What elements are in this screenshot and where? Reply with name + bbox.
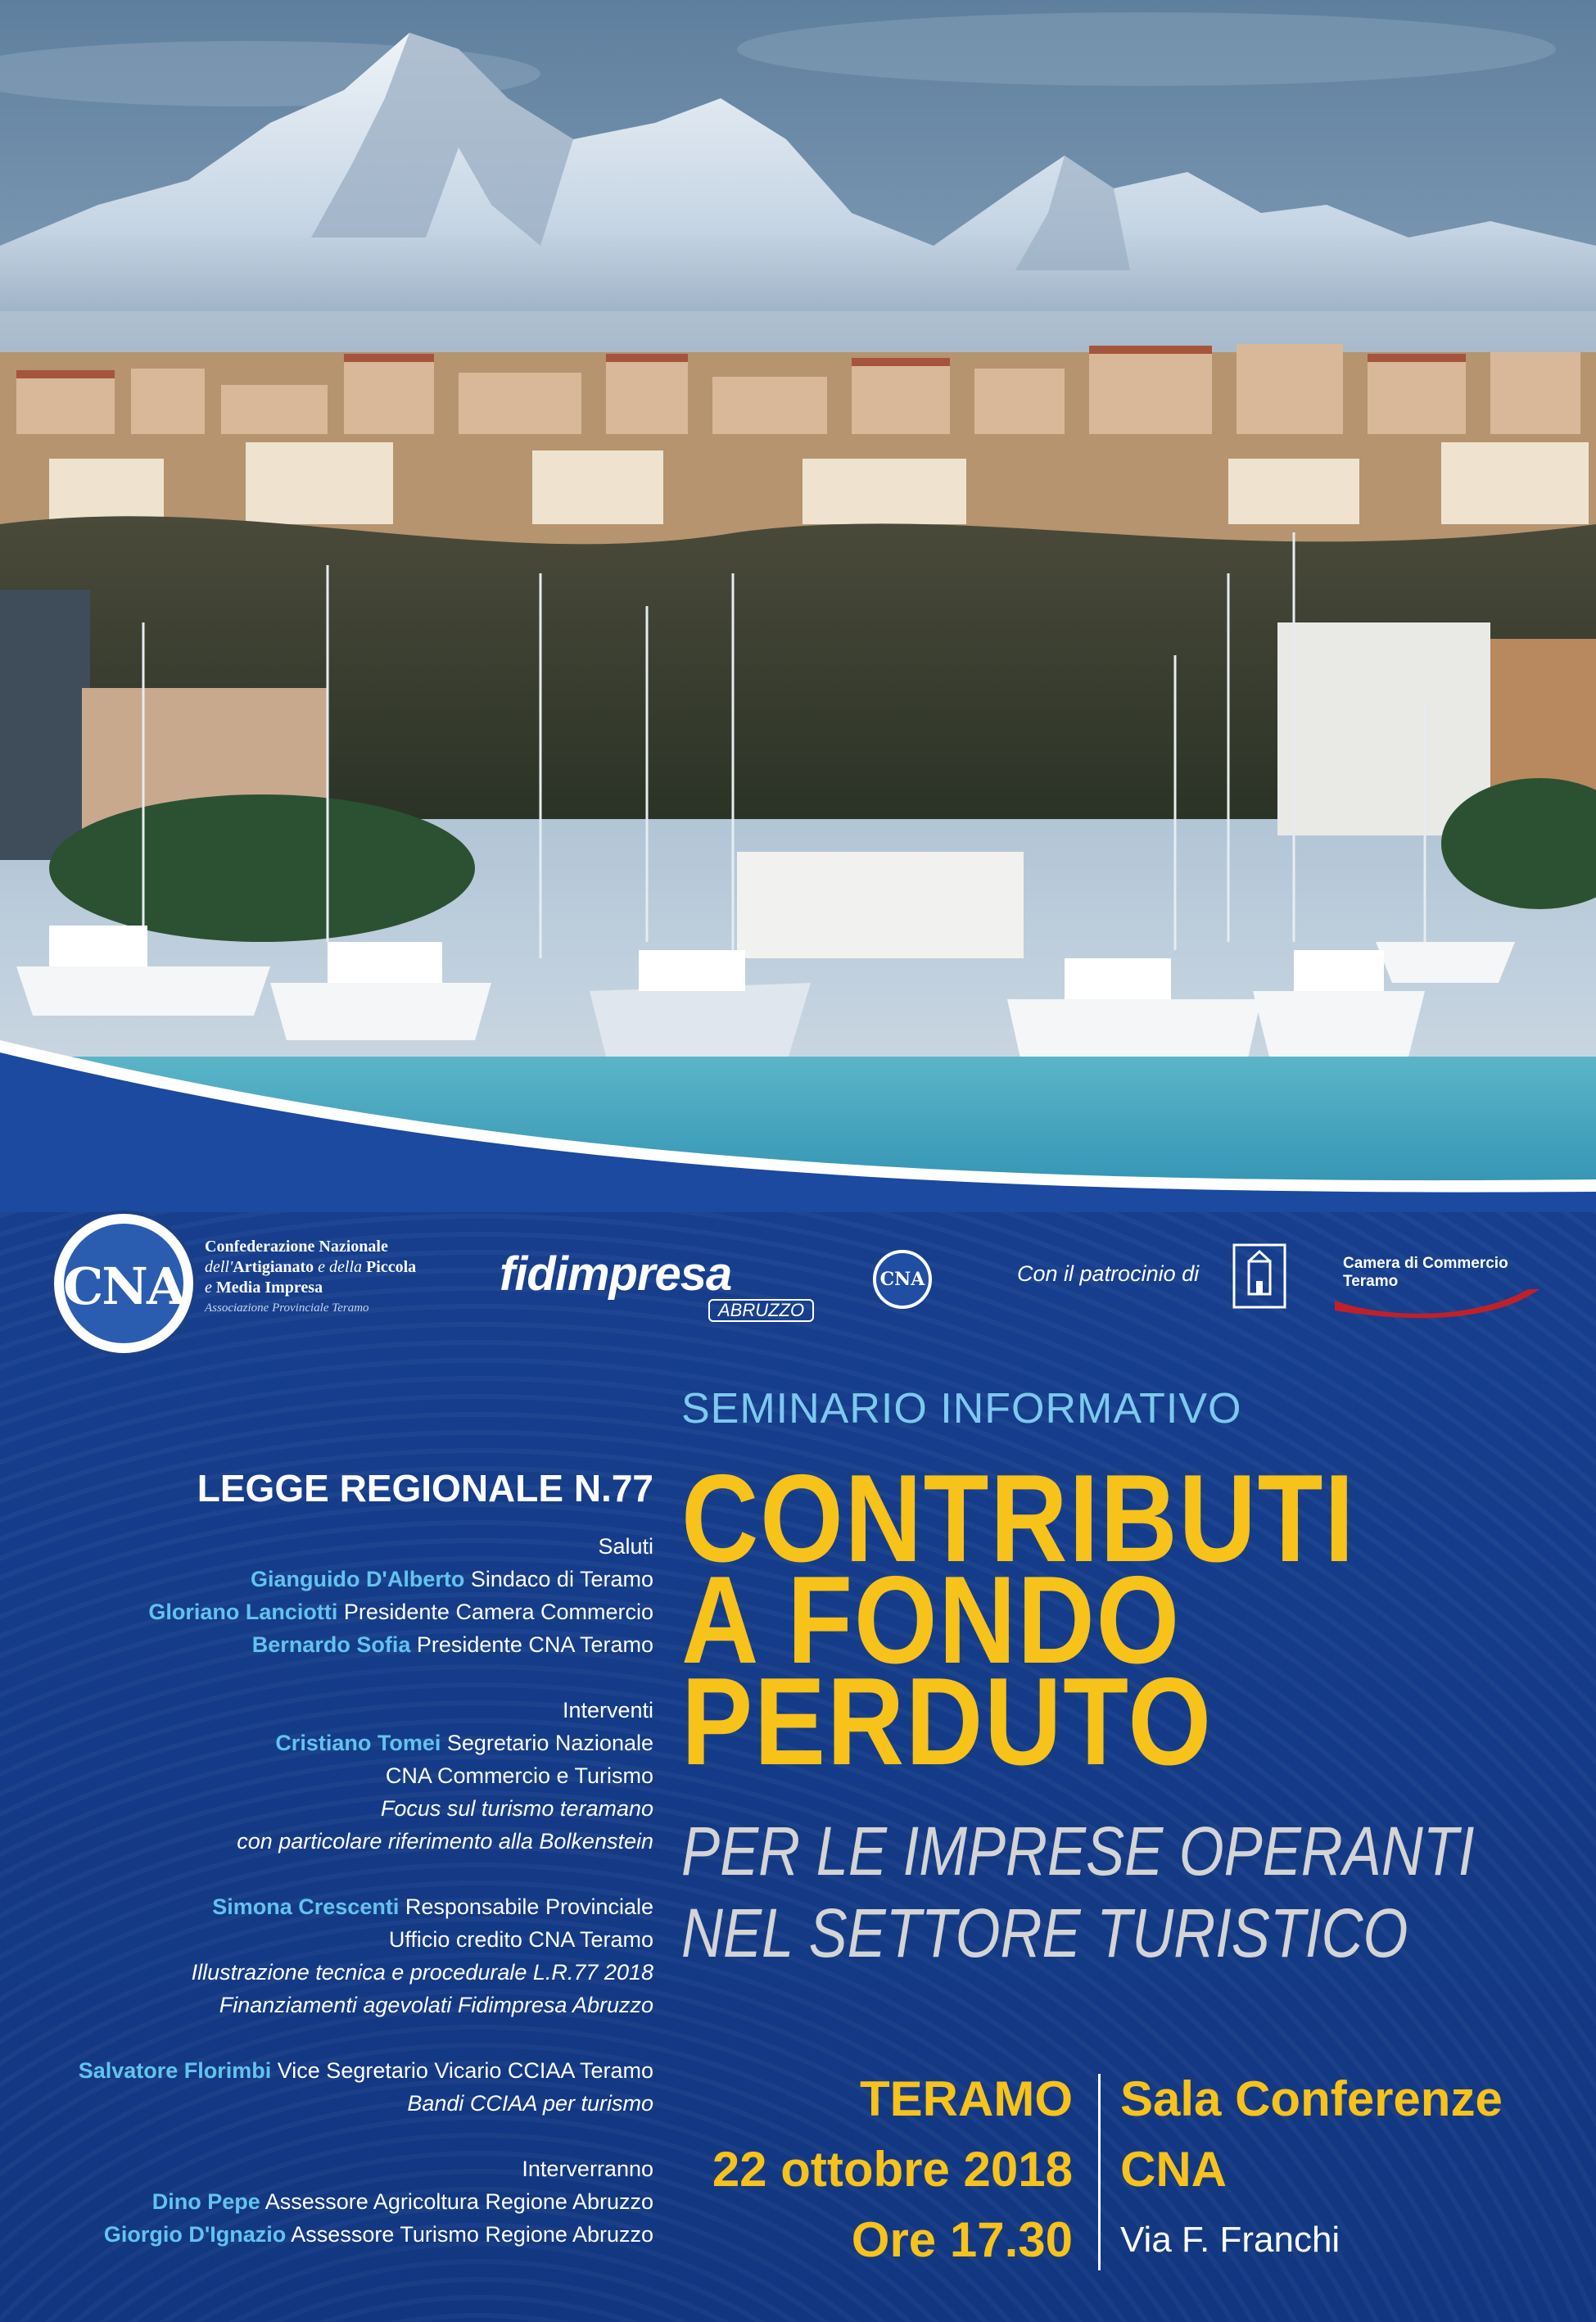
event-address: Via F. Franchi <box>1120 2220 1341 2260</box>
patronage-label: Con il patrocinio di <box>1017 1261 1200 1286</box>
camera-commercio-line1: Camera di Commercio <box>1343 1255 1508 1272</box>
crescenti-section <box>66 1890 653 2021</box>
saluti-section <box>66 1530 653 1661</box>
fidimpresa-logo <box>500 1247 942 1320</box>
camera-commercio-logo <box>1335 1255 1539 1328</box>
saluti-heading: Saluti <box>598 1534 653 1559</box>
fidimpresa-wordmark: fidimpresa <box>500 1247 732 1301</box>
headline-sub-1: PER LE IMPRESE OPERANTI <box>681 1813 1475 1890</box>
speaker-line: Giorgio D'Ignazio Assessore Turismo Regione Abruzzo <box>103 2222 653 2247</box>
speaker-topic: Finanziamenti agevolati Fidimpresa Abruzzo <box>219 1993 653 2017</box>
program-column <box>66 1466 653 2284</box>
event-where <box>1120 2064 1579 2275</box>
cna-name: Confederazione Nazionale dell'Artigianato e della Piccola e Media Impresa Associazione Provinciale Teramo <box>205 1237 450 1319</box>
camera-commercio-line2: Teramo <box>1343 1273 1399 1290</box>
speaker-line: Dino Pepe Assessore Agricoltura Regione Abruzzo <box>151 2189 653 2214</box>
speaker-topic: con particolare riferimento alla Bolkenstein <box>237 1829 653 1854</box>
speaker-topic: Bandi CCIAA per turismo <box>407 2091 653 2116</box>
florimbi-section <box>66 2054 653 2120</box>
speaker-line: Gianguido D'Alberto Sindaco di Teramo <box>250 1567 653 1591</box>
teramo-crest-icon <box>1232 1243 1286 1309</box>
headline-line-2: A FONDO <box>681 1550 1181 1690</box>
speaker-line: Cristiano Tomei Segretario Nazionale <box>275 1731 653 1755</box>
speaker-role: Ufficio credito CNA Teramo <box>388 1927 653 1952</box>
event-city: TERAMO <box>860 2071 1073 2126</box>
fidimpresa-region: ABRUZZO <box>708 1299 814 1322</box>
speaker-role: CNA Commercio e Turismo <box>385 1763 653 1788</box>
camera-commercio-swoosh-icon <box>1335 1255 1539 1328</box>
interverranno-heading: Interverranno <box>522 2157 653 2181</box>
event-venue-1: Sala Conferenze <box>1120 2071 1503 2126</box>
speaker-line: Gloriano Lanciotti Presidente Camera Commercio <box>148 1600 653 1624</box>
speaker-line: Salvatore Florimbi Vice Segretario Vicario CCIAA Teramo <box>78 2058 653 2083</box>
interverranno-section <box>66 2152 653 2251</box>
cna-logo <box>51 1211 197 1356</box>
headline-line-1: CONTRIBUTI <box>681 1449 1356 1588</box>
speaker-topic: Illustrazione tecnica e procedurale L.R.77 2018 <box>191 1960 653 1985</box>
interventi-heading: Interventi <box>562 1698 653 1722</box>
speaker-line: Simona Crescenti Responsabile Provinciale <box>212 1894 653 1919</box>
legge-title: LEGGE REGIONALE N.77 <box>197 1467 653 1510</box>
cna-association: Associazione Provinciale Teramo <box>205 1301 369 1315</box>
event-divider <box>1098 2074 1101 2270</box>
seminar-kicker: SEMINARIO INFORMATIVO <box>681 1385 1242 1433</box>
event-venue-2: CNA <box>1120 2142 1227 2197</box>
speaker-line: Bernardo Sofia Presidente CNA Teramo <box>251 1632 653 1657</box>
event-date: 22 ottobre 2018 <box>712 2142 1073 2197</box>
interventi-section <box>66 1694 653 1858</box>
cna-logo-mark: CNA <box>62 1256 185 1316</box>
event-time: Ore 17.30 <box>851 2212 1073 2267</box>
headline-sub-2: NEL SETTORE TURISTICO <box>681 1894 1408 1971</box>
fidimpresa-cna-badge: CNA <box>873 1250 932 1309</box>
headline-line-3: PERDUTO <box>681 1652 1213 1791</box>
event-when <box>639 2064 1073 2275</box>
speaker-topic: Focus sul turismo teramano <box>380 1796 653 1821</box>
